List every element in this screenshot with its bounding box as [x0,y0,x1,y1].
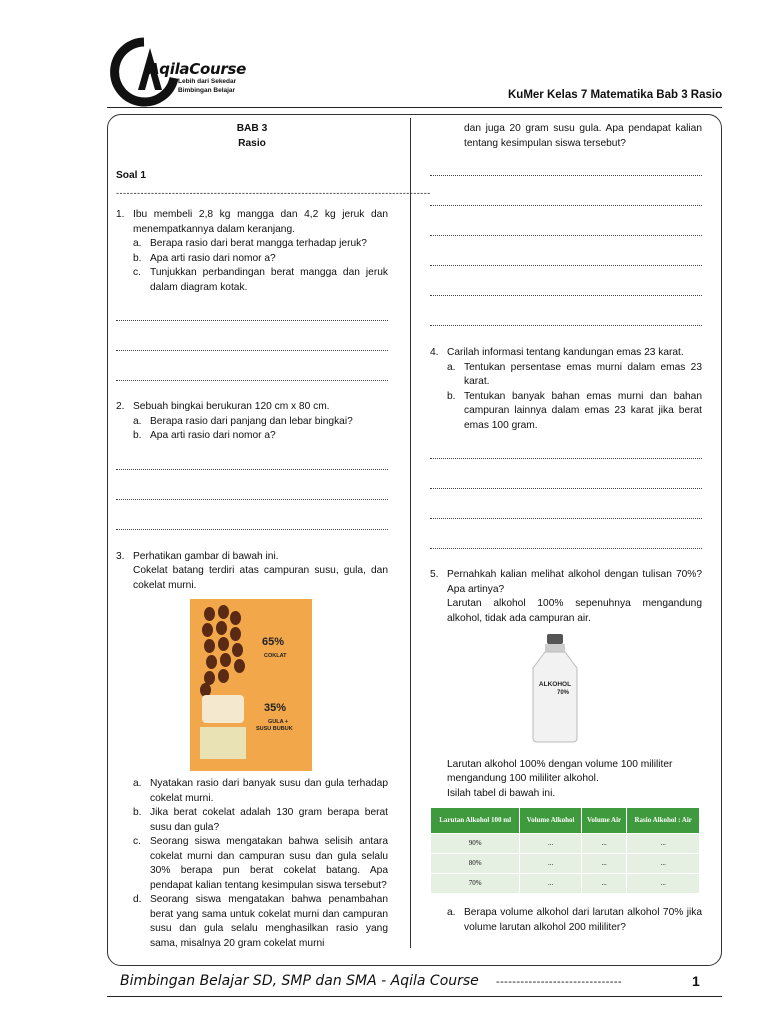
table-header: Rasio Alkohol : Air [627,808,700,834]
question-text: Cokelat batang terdiri atas campuran susu, gula, dan cokelat murni. [133,565,388,591]
sub-question-c: c. Seorang siswa mengatakan bahwa selisih antara cokelat murni dan campuran susu dan gula selalu 30% berapa pun berat cokelat batang. Apa pendapat kalian tentang kesimpulan siswa tersebut? [133,836,388,891]
image-label: GULA + [268,719,289,725]
question-number: 2. [116,401,125,412]
answer-line [430,205,702,206]
answer-line [430,488,702,489]
question-text: Pernahkah kalian melihat alkohol dengan tulisan 70%? Apa artinya? [447,569,702,595]
table-row [431,834,700,854]
table-header: Larutan Alkohol 100 ml [431,808,520,834]
logo-tagline: Lebih dari Sekedar [178,78,237,85]
question-continuation: dan juga 20 gram susu gula. Apa pendapat kalian tentang kesimpulan siswa tersebut? [464,123,702,149]
sub-question-a: a. Berapa rasio dari berat mangga terhadap jeruk? [133,238,367,249]
table-cell: ... [581,854,627,874]
question-text: Larutan alkohol 100% sepenuhnya mengandung alkohol, tidak ada campuran air. [447,598,702,624]
answer-line [116,469,388,470]
table-header: Volume Alkohol [520,808,581,834]
image-label: SUSU BUBUK [256,726,293,732]
question-number: 5. [430,569,439,580]
right-column [430,122,702,935]
table-cell: 90% [431,834,520,854]
table-cell: ... [520,834,581,854]
logo-name: AqilaCourse [148,60,246,78]
logo-tagline: Bimbingan Belajar [178,87,236,94]
question-text: Carilah informasi tentang kandungan emas 23 karat. [447,347,684,358]
question-text: Sebuah bingkai berukuran 120 cm x 80 cm. [133,401,330,412]
answer-line [116,499,388,500]
table-row [431,854,700,874]
answer-line [116,380,388,381]
sub-question-a: a. Berapa volume alkohol dari larutan alkohol 70% jika volume larutan alkohol 200 mililiter? [447,907,702,933]
column-divider [410,118,411,948]
sub-question-d: d. Seorang siswa mengatakan bahwa penambahan berat yang sama untuk cokelat murni dan campuran susu dan gula selalu menghasilkan rasio yang sama, misalnya 20 gram cokelat murni [133,894,388,949]
question-3 [116,550,388,594]
table-cell: ... [627,854,700,874]
table-cell: ... [520,874,581,894]
section-separator: ------------------------------------------------------------------------------------------ [116,187,431,198]
alcohol-bottle-icon [525,634,585,744]
question-number: 4. [430,347,439,358]
table-row [431,874,700,894]
answer-line [430,548,702,549]
answer-line [430,175,702,176]
table-cell: 80% [431,854,520,874]
bottle-label: 70% [556,690,570,696]
image-label: COKLAT [264,653,287,659]
question-text: Isilah tabel di bawah ini. [447,787,556,799]
table-cell: ... [627,874,700,894]
table-cell: ... [627,834,700,854]
chapter-number: BAB 3 [236,123,268,134]
table-cell: ... [581,874,627,894]
section-title: Soal 1 [116,170,147,181]
table-cell: ... [581,834,627,854]
answer-line [116,529,388,530]
table-header: Volume Air [581,808,627,834]
image-label: 35% [264,702,287,714]
sub-question-a: a. Nyatakan rasio dari banyak susu dan gula terhadap cokelat murni. [133,778,388,804]
answer-line [116,320,388,321]
question-text: Perhatikan gambar di bawah ini. [133,550,279,562]
footer-dashes: ------------------------------- [496,976,622,988]
answer-line [430,518,702,519]
answer-line [430,325,702,326]
sub-question-a: a. Berapa rasio dari panjang dan lebar bingkai? [133,415,353,427]
answer-line [430,295,702,296]
header-rule [107,107,722,108]
sub-question-b: b. Jika berat cokelat adalah 130 gram berapa berat susu dan gula? [133,807,388,833]
table-cell: 70% [431,874,520,894]
sub-question-b: b. Tentukan banyak bahan emas murni dan bahan campuran lainnya dalam emas 23 karat jika berat emas 100 gram. [447,390,702,431]
question-2 [116,400,388,444]
question-number: 1. [116,209,125,220]
answer-line [430,458,702,459]
chapter-title: Rasio [238,137,266,149]
sub-question-b: b. Apa arti rasio dari nomor a? [133,430,276,441]
question-text: Larutan alkohol 100% dengan volume 100 mililiter mengandung 100 mililiter alkohol. [447,758,673,784]
sub-question-c: c. Tunjukkan perbandingan berat mangga dan jeruk dalam diagram kotak. [133,267,388,293]
answer-line [430,265,702,266]
table-cell: ... [520,854,581,874]
document-header-title: KuMer Kelas 7 Matematika Bab 3 Rasio [508,89,723,101]
answer-line [430,235,702,236]
question-text: Ibu membeli 2,8 kg mangga dan 4,2 kg jeruk dan menempatkannya dalam keranjang. [133,209,388,235]
bottle-label: ALKOHOL [538,681,572,688]
sub-question-a: a. Tentukan persentase emas murni dalam emas 23 karat. [447,361,702,387]
chocolate-composition-image [190,599,312,771]
question-4 [430,346,702,433]
image-label: 65% [262,636,285,648]
answer-line [116,350,388,351]
footer-rule [107,996,722,997]
page-number: 1 [692,973,700,989]
question-number: 3. [116,550,125,562]
left-column [116,122,431,951]
sub-question-b: b. Apa arti rasio dari nomor a? [133,252,276,264]
alcohol-table [430,807,700,894]
question-1 [116,208,388,295]
question-5 [430,568,702,626]
footer-text: Bimbingan Belajar SD, SMP dan SMA - Aqila Course [120,973,479,989]
